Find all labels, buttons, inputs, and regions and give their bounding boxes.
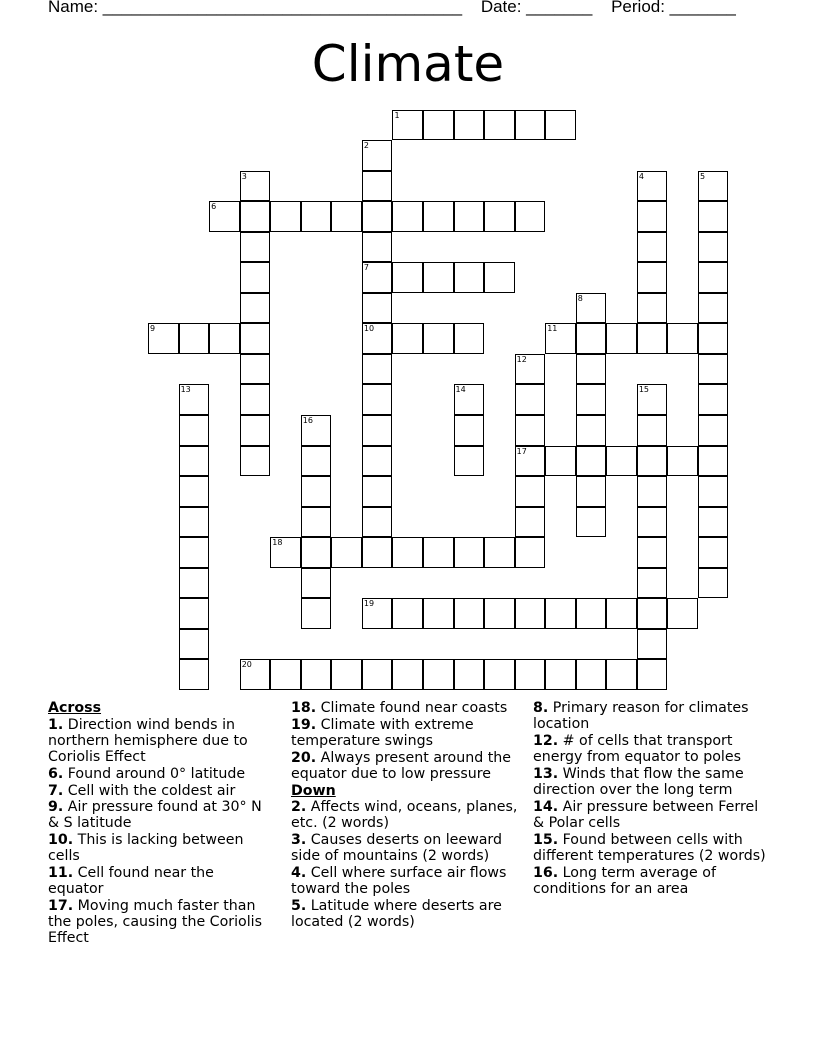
grid-cell[interactable] xyxy=(698,476,729,507)
grid-cell[interactable] xyxy=(698,507,729,538)
grid-cell[interactable] xyxy=(240,323,271,354)
grid-cell[interactable] xyxy=(362,140,393,171)
clue-number: 4 xyxy=(638,171,644,181)
grid-cell[interactable] xyxy=(392,201,423,232)
grid-cell[interactable] xyxy=(698,568,729,599)
grid-cell[interactable] xyxy=(301,568,332,599)
grid-cell[interactable] xyxy=(698,232,729,263)
grid-cell[interactable] xyxy=(179,476,210,507)
clue-number: 7 xyxy=(363,263,369,273)
grid-cell[interactable] xyxy=(606,323,637,354)
grid-cell[interactable] xyxy=(423,537,454,568)
grid-cell[interactable] xyxy=(515,354,546,385)
grid-cell[interactable] xyxy=(484,262,515,293)
clue-item xyxy=(48,766,273,782)
grid-cell[interactable] xyxy=(515,659,546,690)
grid-cell[interactable] xyxy=(270,659,301,690)
clue-number: 19 xyxy=(363,599,375,609)
clue-number-label: 18. xyxy=(291,700,317,716)
clue-item xyxy=(48,865,273,897)
grid-cell[interactable] xyxy=(301,446,332,477)
grid-cell[interactable] xyxy=(362,446,393,477)
grid-cell[interactable] xyxy=(423,323,454,354)
grid-cell[interactable] xyxy=(240,232,271,263)
grid-cell[interactable] xyxy=(515,476,546,507)
grid-cell[interactable] xyxy=(667,446,698,477)
grid-cell[interactable] xyxy=(423,110,454,141)
grid-cell[interactable] xyxy=(545,446,576,477)
grid-cell[interactable] xyxy=(515,201,546,232)
grid-cell[interactable] xyxy=(484,659,515,690)
grid-cell[interactable] xyxy=(392,110,423,141)
grid-cell[interactable] xyxy=(515,537,546,568)
grid-cell[interactable] xyxy=(576,354,607,385)
grid-cell[interactable] xyxy=(301,537,332,568)
grid-cell[interactable] xyxy=(515,507,546,538)
clue-number-label: 12. xyxy=(533,732,559,749)
clue-text: Climate found near coasts xyxy=(316,700,508,716)
clue-number: 15 xyxy=(638,385,650,395)
grid-cell[interactable] xyxy=(270,537,301,568)
grid-cell[interactable] xyxy=(301,201,332,232)
grid-cell[interactable] xyxy=(698,201,729,232)
grid-cell[interactable] xyxy=(454,110,485,141)
grid-cell[interactable] xyxy=(240,384,271,415)
grid-cell[interactable] xyxy=(362,384,393,415)
grid-cell[interactable] xyxy=(240,262,271,293)
clue-number-label: 8. xyxy=(533,700,549,716)
grid-cell[interactable] xyxy=(576,415,607,446)
grid-cell[interactable] xyxy=(331,537,362,568)
grid-cell[interactable] xyxy=(454,537,485,568)
grid-cell[interactable] xyxy=(454,598,485,629)
clue-text: Cell with the coldest air xyxy=(63,782,236,799)
grid-cell[interactable] xyxy=(637,323,668,354)
clue-number-label: 19. xyxy=(291,716,317,733)
grid-cell[interactable] xyxy=(362,354,393,385)
clues-column-3 xyxy=(533,700,768,897)
clue-number-label: 6. xyxy=(48,765,64,782)
clue-number-label: 14. xyxy=(533,798,559,815)
grid-cell[interactable] xyxy=(392,323,423,354)
grid-cell[interactable] xyxy=(454,446,485,477)
grid-cell[interactable] xyxy=(148,323,179,354)
grid-cell[interactable] xyxy=(637,507,668,538)
clue-text: Always present around the equator due to low pressure xyxy=(291,749,512,782)
grid-cell[interactable] xyxy=(576,384,607,415)
grid-cell[interactable] xyxy=(362,598,393,629)
grid-cell[interactable] xyxy=(637,659,668,690)
clue-text: Cell found near the equator xyxy=(48,865,214,898)
grid-cell[interactable] xyxy=(667,598,698,629)
grid-cell[interactable] xyxy=(576,507,607,538)
grid-cell[interactable] xyxy=(392,262,423,293)
clue-number: 1 xyxy=(394,110,400,120)
grid-cell[interactable] xyxy=(637,629,668,660)
name-field[interactable]: Name: ______________________________________ xyxy=(48,0,463,16)
clue-number: 3 xyxy=(241,171,247,181)
clue-text: Winds that flow the same direction over the long term xyxy=(533,765,744,799)
clue-item xyxy=(533,700,768,732)
clue-item xyxy=(291,750,523,782)
clue-item xyxy=(48,783,273,799)
grid-cell[interactable] xyxy=(637,446,668,477)
clue-number: 2 xyxy=(363,141,369,151)
grid-cell[interactable] xyxy=(606,446,637,477)
clue-item xyxy=(291,832,523,864)
clue-text: Cell where surface air flows toward the poles xyxy=(291,865,507,898)
grid-cell[interactable] xyxy=(270,201,301,232)
grid-cell[interactable] xyxy=(179,568,210,599)
clue-number-label: 9. xyxy=(48,799,64,816)
grid-cell[interactable] xyxy=(515,384,546,415)
clue-number: 17 xyxy=(516,446,527,456)
grid-cell[interactable] xyxy=(179,384,210,415)
grid-cell[interactable] xyxy=(576,446,607,477)
clue-number: 12 xyxy=(516,354,527,364)
grid-cell[interactable] xyxy=(392,659,423,690)
clue-number-label: 4. xyxy=(291,865,307,882)
grid-cell[interactable] xyxy=(240,171,271,202)
grid-cell[interactable] xyxy=(362,232,393,263)
grid-cell[interactable] xyxy=(179,323,210,354)
grid-cell[interactable] xyxy=(576,659,607,690)
grid-cell[interactable] xyxy=(545,323,576,354)
grid-cell[interactable] xyxy=(240,659,271,690)
clue-item xyxy=(291,898,523,930)
grid-cell[interactable] xyxy=(576,476,607,507)
grid-cell[interactable] xyxy=(698,293,729,324)
page-title: Climate xyxy=(311,35,505,93)
clue-number: 5 xyxy=(699,171,706,181)
clues-column-1 xyxy=(48,700,273,947)
clue-item xyxy=(533,733,768,765)
clue-text: Moving much faster than the poles, causing the Coriolis Effect xyxy=(48,897,262,947)
clue-number: 16 xyxy=(302,416,313,425)
clue-number: 18 xyxy=(272,538,283,548)
clue-item xyxy=(48,799,273,831)
grid-cell[interactable] xyxy=(698,537,729,568)
grid-cell[interactable] xyxy=(362,293,393,324)
clue-number-label: 17. xyxy=(48,897,74,914)
clue-item xyxy=(48,717,273,766)
grid-cell[interactable] xyxy=(423,598,454,629)
grid-cell[interactable] xyxy=(515,446,546,477)
clue-text: Air pressure found at 30° N & S latitude xyxy=(48,799,262,832)
clue-item xyxy=(533,799,768,831)
grid-cell[interactable] xyxy=(301,476,332,507)
grid-cell[interactable] xyxy=(362,171,393,202)
grid-cell[interactable] xyxy=(362,323,393,354)
clue-item xyxy=(291,700,523,716)
grid-cell[interactable] xyxy=(179,598,210,629)
clue-number-label: 16. xyxy=(533,864,559,881)
grid-cell[interactable] xyxy=(362,659,393,690)
clues-column-2 xyxy=(291,700,523,931)
clue-text: Found around 0° latitude xyxy=(63,765,246,782)
grid-cell[interactable] xyxy=(240,354,271,385)
clue-number: 20 xyxy=(241,660,252,670)
grid-cell[interactable] xyxy=(240,201,271,232)
grid-cell[interactable] xyxy=(454,384,485,415)
grid-cell[interactable] xyxy=(454,323,485,354)
clue-item xyxy=(48,832,273,864)
clue-number-label: 15. xyxy=(533,831,559,848)
grid-cell[interactable] xyxy=(179,415,210,446)
grid-cell[interactable] xyxy=(637,537,668,568)
grid-cell[interactable] xyxy=(545,659,576,690)
grid-cell[interactable] xyxy=(362,201,393,232)
grid-cell[interactable] xyxy=(606,598,637,629)
grid-cell[interactable] xyxy=(698,384,729,415)
grid-cell[interactable] xyxy=(301,415,332,446)
date-field[interactable]: Date: _______ xyxy=(480,0,593,16)
clue-text: Long term average of conditions for an area xyxy=(533,864,716,897)
clue-text: Causes deserts on leeward side of mountains (2 words) xyxy=(291,832,503,865)
grid-cell[interactable] xyxy=(667,323,698,354)
clue-number-label: 20. xyxy=(291,749,317,766)
clue-number-label: 5. xyxy=(291,897,307,914)
clue-number-label: 2. xyxy=(291,799,307,816)
clue-text: Primary reason for climates location xyxy=(533,700,749,733)
grid-cell[interactable] xyxy=(331,201,362,232)
clue-item xyxy=(533,766,768,798)
grid-cell[interactable] xyxy=(637,232,668,263)
grid-cell[interactable] xyxy=(392,598,423,629)
clue-number: 14 xyxy=(455,385,466,395)
grid-cell[interactable] xyxy=(576,323,607,354)
clue-number-label: 11. xyxy=(48,865,74,882)
grid-cell[interactable] xyxy=(423,659,454,690)
clue-number-label: 3. xyxy=(291,832,307,849)
clue-text: Climate with extreme temperature swings xyxy=(291,716,474,749)
grid-cell[interactable] xyxy=(484,110,515,141)
grid-cell[interactable] xyxy=(240,415,271,446)
clue-text: Latitude where deserts are located (2 words) xyxy=(291,897,502,931)
clue-number-label: 13. xyxy=(533,765,559,782)
clue-item xyxy=(533,865,768,897)
grid-cell[interactable] xyxy=(240,293,271,324)
grid-cell[interactable] xyxy=(454,201,485,232)
grid-cell[interactable] xyxy=(606,659,637,690)
clue-number-label: 1. xyxy=(48,716,64,733)
grid-cell[interactable] xyxy=(576,293,607,324)
grid-cell[interactable] xyxy=(331,659,362,690)
grid-cell[interactable] xyxy=(637,568,668,599)
grid-cell[interactable] xyxy=(179,507,210,538)
grid-cell[interactable] xyxy=(179,446,210,477)
grid-cell[interactable] xyxy=(484,537,515,568)
grid-cell[interactable] xyxy=(698,415,729,446)
grid-cell[interactable] xyxy=(209,323,240,354)
grid-cell[interactable] xyxy=(179,537,210,568)
grid-cell[interactable] xyxy=(454,262,485,293)
period-field[interactable]: Period: _______ xyxy=(611,0,736,16)
grid-cell[interactable] xyxy=(484,598,515,629)
grid-cell[interactable] xyxy=(637,262,668,293)
clue-text: Found between cells with different temperatures (2 words) xyxy=(533,831,766,864)
clue-text: # of cells that transport energy from equator to poles xyxy=(533,732,741,766)
grid-cell[interactable] xyxy=(637,598,668,629)
clue-item xyxy=(291,799,523,831)
grid-cell[interactable] xyxy=(637,415,668,446)
grid-cell[interactable] xyxy=(515,110,546,141)
grid-cell[interactable] xyxy=(637,171,668,202)
grid-cell[interactable] xyxy=(545,598,576,629)
grid-cell[interactable] xyxy=(301,598,332,629)
clue-text: This is lacking between cells xyxy=(48,832,244,865)
grid-cell[interactable] xyxy=(515,598,546,629)
grid-cell[interactable] xyxy=(698,323,729,354)
grid-cell[interactable] xyxy=(637,201,668,232)
grid-cell[interactable] xyxy=(484,201,515,232)
grid-cell[interactable] xyxy=(423,201,454,232)
grid-cell[interactable] xyxy=(698,446,729,477)
clue-text: Affects wind, oceans, planes, etc. (2 words) xyxy=(291,799,518,832)
clue-number: 9 xyxy=(150,324,156,334)
grid-cell[interactable] xyxy=(392,537,423,568)
grid-cell[interactable] xyxy=(454,659,485,690)
clue-item xyxy=(291,865,523,897)
clue-number: 6 xyxy=(211,202,217,212)
grid-cell[interactable] xyxy=(515,415,546,446)
clue-item xyxy=(48,898,273,947)
grid-cell[interactable] xyxy=(576,598,607,629)
grid-cell[interactable] xyxy=(637,384,668,415)
clue-section-heading: Down xyxy=(291,782,336,799)
clue-section-heading: Across xyxy=(48,700,102,716)
clue-number: 13 xyxy=(180,385,191,395)
clue-number: 11 xyxy=(547,324,558,334)
grid-cell[interactable] xyxy=(362,262,393,293)
grid-cell[interactable] xyxy=(637,476,668,507)
grid-cell[interactable] xyxy=(454,415,485,446)
grid-cell[interactable] xyxy=(423,262,454,293)
grid-cell[interactable] xyxy=(179,629,210,660)
grid-cell[interactable] xyxy=(301,507,332,538)
grid-cell[interactable] xyxy=(240,446,271,477)
clue-number-label: 7. xyxy=(48,782,64,799)
grid-cell[interactable] xyxy=(637,293,668,324)
clue-item xyxy=(533,832,768,864)
clue-text: Air pressure between Ferrel & Polar cells xyxy=(533,798,759,831)
clue-text: Direction wind bends in northern hemisphere due to Coriolis Effect xyxy=(48,716,248,766)
clue-number-label: 10. xyxy=(48,832,74,849)
grid-cell[interactable] xyxy=(362,537,393,568)
grid-cell[interactable] xyxy=(362,507,393,538)
grid-cell[interactable] xyxy=(545,110,576,141)
grid-cell[interactable] xyxy=(301,659,332,690)
grid-cell[interactable] xyxy=(362,415,393,446)
clue-number: 8 xyxy=(577,293,583,303)
grid-cell[interactable] xyxy=(698,262,729,293)
grid-cell[interactable] xyxy=(209,201,240,232)
grid-cell[interactable] xyxy=(179,659,210,690)
clue-number: 10 xyxy=(363,324,375,334)
grid-cell[interactable] xyxy=(362,476,393,507)
clue-item xyxy=(291,717,523,749)
grid-cell[interactable] xyxy=(698,354,729,385)
grid-cell[interactable] xyxy=(698,171,729,202)
